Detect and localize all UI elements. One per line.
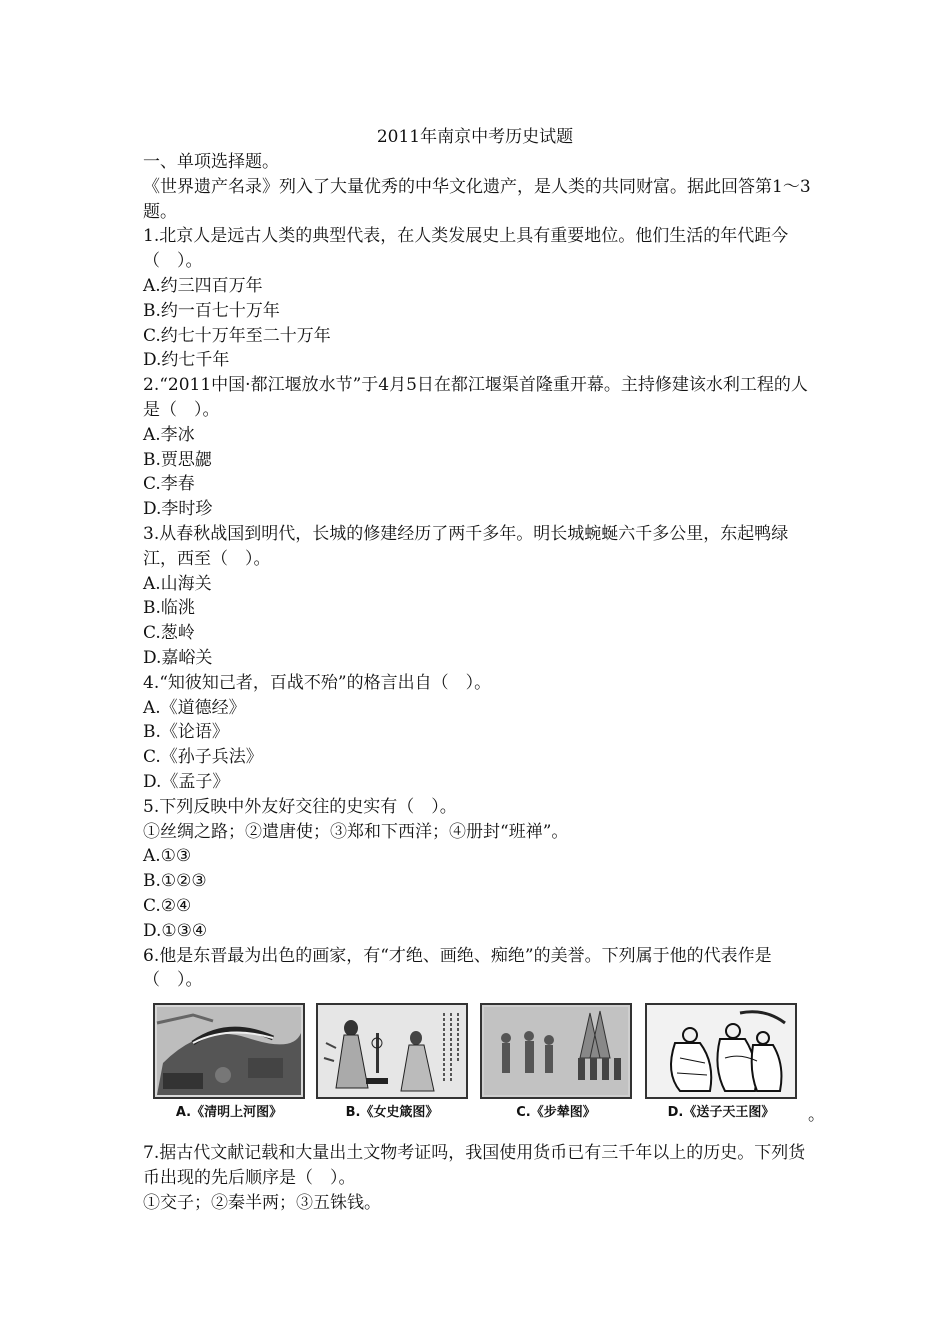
figure-caption: B.《女史箴图》 xyxy=(345,1105,439,1121)
heavenly-king-painting-icon xyxy=(645,1003,797,1101)
figure-end-mark: 。 xyxy=(808,1105,825,1126)
option: A.山海关 xyxy=(143,573,212,594)
figure-caption: A.《清明上河图》 xyxy=(175,1105,283,1121)
question-stem: 3.从春秋战国到明代，长城的修建经历了两千多年。明长城蜿蜒六千多公里，东起鸭绿江，西至（ ）。 xyxy=(143,523,789,569)
option: A.约三四百万年 xyxy=(143,275,263,296)
question-stem: 6.他是东晋最为出色的画家，有“才绝、画绝、痴绝”的美誉。下列属于他的代表作是（ ）。 xyxy=(143,945,772,991)
option: B.临洮 xyxy=(143,598,195,619)
option: A.①③ xyxy=(143,846,192,867)
option: D.嘉峪关 xyxy=(143,647,213,668)
question-sub: ①交子；②秦半两；③五铢钱。 xyxy=(143,1192,381,1213)
painting-figures xyxy=(143,1003,833,1126)
question-stem: 4.“知彼知己者，百战不殆”的格言出自（ ）。 xyxy=(143,672,492,693)
question-stem: 1.北京人是远古人类的典型代表，在人类发展史上具有重要地位。他们生活的年代距今（ ）。 xyxy=(143,226,789,272)
option: A.《道德经》 xyxy=(143,697,246,718)
question-stem: 2.“2011中国·都江堰放水节”于4月5日在都江堰渠首隆重开幕。主持修建该水利工程的人是（ ）。 xyxy=(143,375,808,420)
figure-caption: C.《步辇图》 xyxy=(516,1105,596,1121)
option: D.《孟子》 xyxy=(143,771,230,792)
figure-b xyxy=(316,1003,468,1121)
option: B.《论语》 xyxy=(143,722,229,743)
option: B.贾思勰 xyxy=(143,449,212,470)
question-sub: ①丝绸之路；②遣唐使；③郑和下西洋；④册封“班禅”。 xyxy=(143,821,569,842)
bridge-scene-painting-icon xyxy=(153,1003,305,1101)
option: D.李时珍 xyxy=(143,499,213,520)
option: D.约七千年 xyxy=(143,350,230,371)
figure-a xyxy=(153,1003,305,1121)
option: B.①②③ xyxy=(143,871,207,892)
option: C.李春 xyxy=(143,474,195,495)
figure-c xyxy=(480,1003,632,1121)
palanquin-painting-icon xyxy=(480,1003,632,1101)
figure-d xyxy=(645,1003,797,1121)
question-stem: 7.据古代文献记载和大量出土文物考证吗，我国使用货币已有三千年以上的历史。下列货币出现的先后顺序是（ ）。 xyxy=(143,1143,806,1188)
court-ladies-painting-icon xyxy=(316,1003,468,1101)
option: C.《孙子兵法》 xyxy=(143,747,263,768)
option: A.李冰 xyxy=(143,424,195,445)
question-stem: 5.下列反映中外友好交往的史实有（ ）。 xyxy=(143,796,457,817)
intro-text: 《世界遗产名录》列入了大量优秀的中华文化遗产，是人类的共同财富。据此回答第1～3题。 xyxy=(143,176,811,222)
option: C.葱岭 xyxy=(143,623,195,644)
figure-caption: D.《送子天王图》 xyxy=(667,1105,775,1121)
option: B.约一百七十万年 xyxy=(143,300,280,321)
option: C.②④ xyxy=(143,895,192,916)
page-title: 2011年南京中考历史试题 xyxy=(376,127,574,147)
exam-body xyxy=(143,150,825,1215)
section-heading: 一、单项选择题。 xyxy=(143,152,279,172)
option: C.约七十万年至二十万年 xyxy=(143,325,331,346)
option: D.①③④ xyxy=(143,920,208,941)
